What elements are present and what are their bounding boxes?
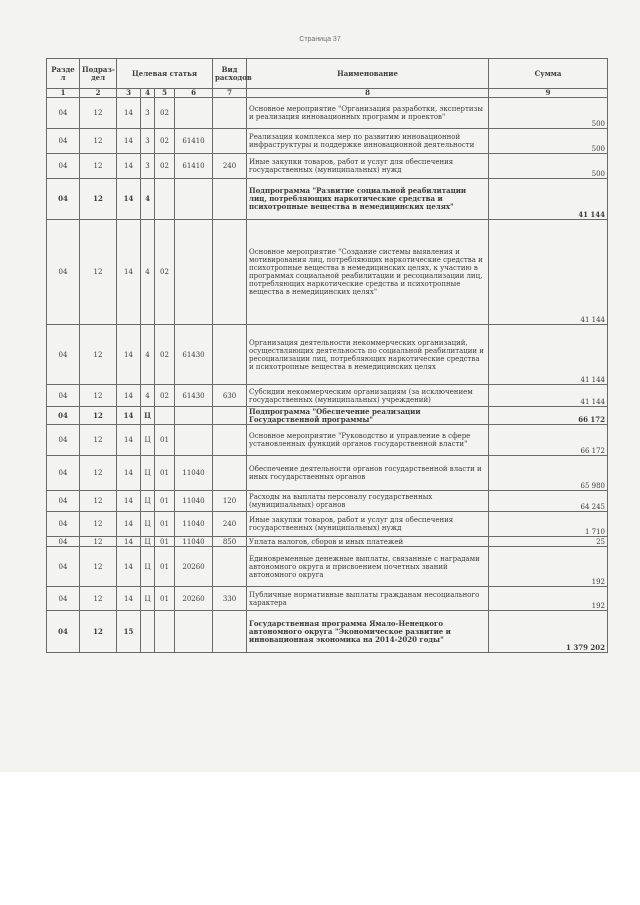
row-sum: 192 xyxy=(489,547,608,587)
code-subprogram: Ц xyxy=(141,537,155,547)
code-subprogram xyxy=(141,611,155,653)
code-program: 14 xyxy=(117,220,141,325)
table-header-row xyxy=(47,59,608,89)
code-razdel: 04 xyxy=(47,220,80,325)
table-row xyxy=(47,325,608,385)
row-sum: 1 379 202 xyxy=(489,611,608,653)
code-event: 02 xyxy=(155,385,175,407)
code-event: 01 xyxy=(155,537,175,547)
code-podrazdel: 12 xyxy=(80,547,117,587)
code-subprogram: Ц xyxy=(141,407,155,425)
code-direction: 20260 xyxy=(175,547,213,587)
code-program: 14 xyxy=(117,325,141,385)
code-vid xyxy=(213,325,247,385)
row-sum: 66 172 xyxy=(489,407,608,425)
column-number: 5 xyxy=(155,89,175,98)
code-event: 02 xyxy=(155,154,175,179)
code-program: 14 xyxy=(117,512,141,537)
code-subprogram: 4 xyxy=(141,220,155,325)
code-program: 14 xyxy=(117,537,141,547)
code-event: 01 xyxy=(155,587,175,611)
row-name: Подпрограмма "Обеспечение реализации Государственной программы" xyxy=(247,407,489,425)
code-vid xyxy=(213,611,247,653)
code-subprogram: Ц xyxy=(141,456,155,491)
code-podrazdel: 12 xyxy=(80,98,117,129)
code-podrazdel: 12 xyxy=(80,154,117,179)
code-razdel: 04 xyxy=(47,537,80,547)
row-name: Субсидии некоммерческим организациям (за исключением государственных (муниципальных) учреждений) xyxy=(247,385,489,407)
code-event: 02 xyxy=(155,220,175,325)
row-name: Расходы на выплаты персоналу государственных (муниципальных) органов xyxy=(247,491,489,512)
code-subprogram: 3 xyxy=(141,98,155,129)
code-podrazdel: 12 xyxy=(80,611,117,653)
code-podrazdel: 12 xyxy=(80,491,117,512)
code-vid xyxy=(213,220,247,325)
code-razdel: 04 xyxy=(47,325,80,385)
row-name: Единовременные денежные выплаты, связанные с наградами автономного округа и присвоением почетных званий автономного округа xyxy=(247,547,489,587)
row-name: Реализация комплекса мер по развитию инновационной инфраструктуры и поддержке инновационной деятельности xyxy=(247,129,489,154)
code-program: 14 xyxy=(117,154,141,179)
header-target: Целевая статья xyxy=(117,59,213,89)
code-event: 01 xyxy=(155,425,175,456)
table-row xyxy=(47,425,608,456)
table-row xyxy=(47,220,608,325)
header-podrazdel: Подраз- дел xyxy=(80,59,117,89)
code-subprogram: Ц xyxy=(141,547,155,587)
row-name: Основное мероприятие "Создание системы выявления и мотивирования лиц, потребляющих наркотические средства и психотропные вещества в немедицинских целях, к участию в программах социальной реабилитации и ресоциализации лиц, потребляющих наркотические средства и психотропные вещества в немедицинских целях" xyxy=(247,220,489,325)
table-row xyxy=(47,547,608,587)
code-razdel: 04 xyxy=(47,587,80,611)
code-program: 14 xyxy=(117,425,141,456)
table-row xyxy=(47,537,608,547)
budget-table xyxy=(46,58,608,653)
row-sum: 500 xyxy=(489,129,608,154)
code-subprogram: 4 xyxy=(141,325,155,385)
row-sum: 41 144 xyxy=(489,220,608,325)
code-razdel: 04 xyxy=(47,154,80,179)
row-sum: 500 xyxy=(489,154,608,179)
code-subprogram: Ц xyxy=(141,491,155,512)
code-podrazdel: 12 xyxy=(80,220,117,325)
code-event: 01 xyxy=(155,491,175,512)
code-razdel: 04 xyxy=(47,385,80,407)
code-vid: 330 xyxy=(213,587,247,611)
row-sum: 192 xyxy=(489,587,608,611)
code-direction xyxy=(175,179,213,220)
code-direction xyxy=(175,220,213,325)
code-vid: 240 xyxy=(213,154,247,179)
header-razdel: Разде л xyxy=(47,59,80,89)
code-program: 14 xyxy=(117,98,141,129)
code-direction: 61410 xyxy=(175,154,213,179)
code-subprogram: 4 xyxy=(141,385,155,407)
column-number: 6 xyxy=(175,89,213,98)
row-name: Обеспечение деятельности органов государственной власти и иных государственных органов xyxy=(247,456,489,491)
code-razdel: 04 xyxy=(47,456,80,491)
row-sum: 25 xyxy=(489,537,608,547)
row-sum: 66 172 xyxy=(489,425,608,456)
row-sum: 500 xyxy=(489,98,608,129)
code-podrazdel: 12 xyxy=(80,407,117,425)
code-podrazdel: 12 xyxy=(80,425,117,456)
code-program: 14 xyxy=(117,587,141,611)
code-vid xyxy=(213,425,247,456)
code-razdel: 04 xyxy=(47,491,80,512)
code-program: 14 xyxy=(117,407,141,425)
code-event: 02 xyxy=(155,325,175,385)
row-name: Иные закупки товаров, работ и услуг для обеспечения государственных (муниципальных) нужд xyxy=(247,154,489,179)
code-event xyxy=(155,179,175,220)
column-number: 2 xyxy=(80,89,117,98)
code-event: 01 xyxy=(155,512,175,537)
code-direction: 61410 xyxy=(175,129,213,154)
table-row xyxy=(47,512,608,537)
code-podrazdel: 12 xyxy=(80,385,117,407)
column-number-row xyxy=(47,89,608,98)
table-row xyxy=(47,154,608,179)
code-event xyxy=(155,611,175,653)
code-program: 14 xyxy=(117,129,141,154)
table-row xyxy=(47,456,608,491)
code-program: 14 xyxy=(117,547,141,587)
code-subprogram: Ц xyxy=(141,587,155,611)
row-name: Основное мероприятие "Руководство и управление в сфере установленных функций органов государственной власти" xyxy=(247,425,489,456)
code-razdel: 04 xyxy=(47,611,80,653)
code-podrazdel: 12 xyxy=(80,325,117,385)
table-row xyxy=(47,129,608,154)
code-program: 15 xyxy=(117,611,141,653)
row-sum: 64 245 xyxy=(489,491,608,512)
header-vid: Вид расходов xyxy=(213,59,247,89)
code-vid xyxy=(213,547,247,587)
code-direction: 11040 xyxy=(175,512,213,537)
table-row xyxy=(47,587,608,611)
code-vid xyxy=(213,129,247,154)
row-name: Государственная программа Ямало-Ненецкого автономного округа "Экономическое развитие и инновационная экономика на 2014-2020 годы" xyxy=(247,611,489,653)
code-event xyxy=(155,407,175,425)
code-razdel: 04 xyxy=(47,512,80,537)
column-number: 3 xyxy=(117,89,141,98)
code-razdel: 04 xyxy=(47,407,80,425)
code-podrazdel: 12 xyxy=(80,512,117,537)
row-sum: 41 144 xyxy=(489,325,608,385)
row-name: Организация деятельности некоммерческих организаций, осуществляющих деятельность по социальной реабилитации и ресоциализации лиц, потребляющих наркотические средства и психотропные вещества в немедицинских целях xyxy=(247,325,489,385)
row-sum: 41 144 xyxy=(489,385,608,407)
code-razdel: 04 xyxy=(47,98,80,129)
table-row xyxy=(47,491,608,512)
code-subprogram: 4 xyxy=(141,179,155,220)
code-vid xyxy=(213,98,247,129)
column-number: 9 xyxy=(489,89,608,98)
column-number: 1 xyxy=(47,89,80,98)
row-name: Публичные нормативные выплаты гражданам несоциального характера xyxy=(247,587,489,611)
header-sum: Сумма xyxy=(489,59,608,89)
code-vid: 850 xyxy=(213,537,247,547)
code-subprogram: 3 xyxy=(141,129,155,154)
code-direction: 11040 xyxy=(175,537,213,547)
table-row xyxy=(47,179,608,220)
row-name: Уплата налогов, сборов и иных платежей xyxy=(247,537,489,547)
code-podrazdel: 12 xyxy=(80,129,117,154)
row-name: Подпрограмма "Развитие социальной реабилитации лиц, потребляющих наркотические средства и психотропные вещества в немедицинских целях" xyxy=(247,179,489,220)
code-direction: 11040 xyxy=(175,456,213,491)
code-program: 14 xyxy=(117,385,141,407)
table-row xyxy=(47,385,608,407)
code-vid xyxy=(213,179,247,220)
code-direction: 11040 xyxy=(175,491,213,512)
code-program: 14 xyxy=(117,456,141,491)
code-vid xyxy=(213,456,247,491)
code-podrazdel: 12 xyxy=(80,537,117,547)
code-direction xyxy=(175,407,213,425)
code-direction xyxy=(175,98,213,129)
code-subprogram: 3 xyxy=(141,154,155,179)
code-direction xyxy=(175,425,213,456)
code-razdel: 04 xyxy=(47,129,80,154)
code-vid: 630 xyxy=(213,385,247,407)
code-vid xyxy=(213,407,247,425)
code-razdel: 04 xyxy=(47,179,80,220)
code-vid: 120 xyxy=(213,491,247,512)
table-row xyxy=(47,407,608,425)
row-sum: 1 710 xyxy=(489,512,608,537)
code-subprogram: Ц xyxy=(141,425,155,456)
row-name: Основное мероприятие "Организация разработки, экспертизы и реализация инновационных программ и проектов" xyxy=(247,98,489,129)
code-event: 01 xyxy=(155,547,175,587)
page-header: Страница 37 xyxy=(299,36,341,43)
code-podrazdel: 12 xyxy=(80,179,117,220)
code-vid: 240 xyxy=(213,512,247,537)
table-row xyxy=(47,611,608,653)
code-direction: 20260 xyxy=(175,587,213,611)
code-event: 02 xyxy=(155,129,175,154)
code-direction: 61430 xyxy=(175,385,213,407)
column-number: 7 xyxy=(213,89,247,98)
code-podrazdel: 12 xyxy=(80,456,117,491)
code-razdel: 04 xyxy=(47,547,80,587)
code-program: 14 xyxy=(117,491,141,512)
code-subprogram: Ц xyxy=(141,512,155,537)
table-row xyxy=(47,98,608,129)
row-sum: 65 980 xyxy=(489,456,608,491)
code-direction xyxy=(175,611,213,653)
code-razdel: 04 xyxy=(47,425,80,456)
code-direction: 61430 xyxy=(175,325,213,385)
code-program: 14 xyxy=(117,179,141,220)
row-sum: 41 144 xyxy=(489,179,608,220)
column-number: 4 xyxy=(141,89,155,98)
column-number: 8 xyxy=(247,89,489,98)
header-name: Наименование xyxy=(247,59,489,89)
code-event: 02 xyxy=(155,98,175,129)
code-podrazdel: 12 xyxy=(80,587,117,611)
row-name: Иные закупки товаров, работ и услуг для обеспечения государственных (муниципальных) нужд xyxy=(247,512,489,537)
code-event: 01 xyxy=(155,456,175,491)
